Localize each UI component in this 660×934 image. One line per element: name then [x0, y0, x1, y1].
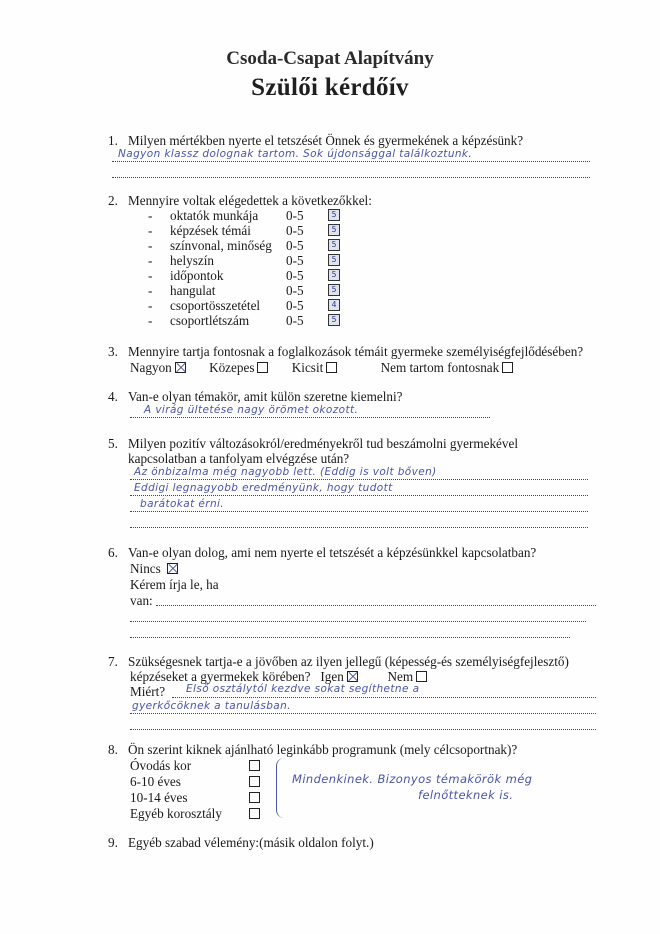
question-8 — [108, 742, 517, 758]
checkbox[interactable] — [249, 792, 260, 803]
question-7 — [108, 654, 569, 670]
answer-line[interactable] — [130, 728, 596, 730]
answer-line[interactable] — [156, 604, 596, 606]
handwritten-brace — [276, 758, 287, 818]
option-igen[interactable]: Igen — [320, 669, 357, 684]
page-title: Szülői kérdőív — [251, 74, 409, 101]
option-nem[interactable]: Nem — [388, 669, 428, 684]
rating-box[interactable]: 5 — [328, 239, 340, 251]
question-number: 9. — [108, 835, 118, 850]
checkbox-checked[interactable] — [347, 671, 358, 682]
question-number: 5. — [108, 436, 118, 451]
question-number: 2. — [108, 193, 118, 208]
handwritten-answer-5-line2: Eddigi legnagyobb eredményünk, hogy tudott — [134, 482, 393, 494]
question-3 — [108, 344, 583, 360]
organization-name: Csoda-Csapat Alapítvány — [226, 48, 434, 69]
answer-line[interactable] — [112, 176, 590, 178]
answer-line[interactable] — [130, 494, 588, 496]
answer-line[interactable] — [130, 478, 588, 480]
question-4 — [108, 389, 402, 405]
question-text: Mennyire voltak elégedettek a következőkkel: — [128, 193, 372, 208]
handwritten-answer-8-line2: felnőtteknek is. — [418, 788, 514, 802]
option-6-10[interactable]: 6-10 éves — [130, 774, 181, 789]
checkbox[interactable] — [249, 776, 260, 787]
checkbox[interactable] — [249, 808, 260, 819]
option-kozepes[interactable]: Közepes — [209, 360, 268, 375]
describe-label: Kérem írja le, ha — [130, 577, 219, 592]
answer-line[interactable] — [130, 620, 586, 622]
answer-line[interactable] — [130, 526, 588, 528]
handwritten-answer-8-line1: Mindenkinek. Bizonyos témakörök még — [292, 772, 533, 786]
checkbox-checked[interactable] — [175, 362, 186, 373]
option-nem-fontos[interactable]: Nem tartom fontosnak — [381, 360, 514, 375]
option-10-14[interactable]: 10-14 éves — [130, 790, 188, 805]
answer-line[interactable] — [172, 696, 596, 698]
question-text: Mennyire tartja fontosnak a foglalkozások témáit gyermeke személyiségfejlődésében? — [128, 344, 584, 359]
option-kicsit[interactable]: Kicsit — [292, 360, 338, 375]
answer-line[interactable] — [112, 160, 590, 162]
rating-box[interactable]: 5 — [328, 254, 340, 266]
question-number: 4. — [108, 389, 118, 404]
question-text: Milyen pozitív változásokról/eredményekről tud beszámolni gyermekével — [128, 436, 519, 451]
question-text: Van-e olyan dolog, ami nem nyerte el tetszését a képzésünkkel kapcsolatban? — [128, 545, 537, 560]
checkbox[interactable] — [249, 760, 260, 771]
van-label: van: — [130, 593, 153, 608]
question-number: 7. — [108, 654, 118, 669]
question-text: Szükségesnek tartja-e a jövőben az ilyen jellegű (képesség-és személyiségfejlesztő) — [128, 654, 569, 669]
checkbox-checked[interactable] — [167, 563, 178, 574]
option-egyeb[interactable]: Egyéb korosztály — [130, 806, 222, 821]
answer-line[interactable] — [130, 636, 570, 638]
handwritten-answer-1: Nagyon klassz dolognak tartom. Sok újdonsággal találkoztunk. — [118, 148, 473, 160]
rating-box[interactable]: 5 — [328, 209, 340, 221]
checkbox[interactable] — [416, 671, 427, 682]
answer-line[interactable] — [130, 416, 490, 418]
question-number: 6. — [108, 545, 118, 560]
question-1 — [108, 133, 523, 149]
rating-box[interactable]: 5 — [328, 314, 340, 326]
rating-box[interactable]: 5 — [328, 269, 340, 281]
answer-line[interactable] — [130, 510, 588, 512]
handwritten-answer-7-line1: Első osztálytól kezdve sokat segíthetne a — [186, 683, 420, 695]
checkbox[interactable] — [326, 362, 337, 373]
question-text-continued: kapcsolatban a tanfolyam elvégzése után? — [128, 451, 350, 466]
question-2 — [108, 193, 372, 209]
checkbox[interactable] — [257, 362, 268, 373]
option-nagyon[interactable]: Nagyon — [130, 360, 186, 375]
question-number: 8. — [108, 742, 118, 757]
handwritten-answer-5-line1: Az önbizalma még nagyobb lett. (Eddig is volt bőven) — [134, 466, 437, 478]
checkbox[interactable] — [502, 362, 513, 373]
question-number: 1. — [108, 133, 118, 148]
question-9 — [108, 835, 374, 851]
question-text: Van-e olyan témakör, amit külön szeretne kiemelni? — [128, 389, 403, 404]
rating-box[interactable]: 5 — [328, 284, 340, 296]
option-nincs[interactable]: Nincs — [130, 561, 178, 577]
importance-options — [130, 360, 533, 376]
answer-line[interactable] — [130, 712, 596, 714]
handwritten-answer-7-line2: gyerkőcöknek a tanulásban. — [132, 700, 291, 712]
rating-box[interactable]: 5 — [328, 224, 340, 236]
questionnaire-page: Csoda-Csapat Alapítvány Szülői kérdőív 1. Milyen mértékben nyerte el tetszését Önnek és gyermekének a képzésünk? Nagyon klassz dolognak tartom. Sok újdonsággal találkoztunk. 2. Mennyire voltak elégedettek a következőkkel: - oktatók munkája 0-5 5 - képzések témái 0-5 5 - színvonal, minőség 0-5 5 - helyszín 0-5 5 - időpontok 0-5 5 - hangulat 0-5 5 - csoportösszetétel 0-5 4 - csoportlétszám 0-5 5 3. Mennyire tartja fontosnak a foglalkozások témáit gyermeke személyiségfejlődésében? Nagyon Közepes Kicsit Nem tartom fontosnak 4. Van-e olyan témakör, amit külön szeretne kiemelni? A virág ültetése nagy örömet okozott. 5. Milyen pozitív változásokról/eredményekről tud beszámolni gyermekével kapcsolatban a tanfolyam elvégzése után? Az önbizalma még nagyobb lett. (Eddig is volt bőven) Eddigi legnagyobb eredményünk, hogy tudott barátokat érni. 6. Van-e olyan dolog, ami nem nyerte el tetszését a képzésünkkel kapcsolatban? Nincs Kérem írja le, ha van: 7. Szükségesnek tartja-e a jövőben az ilyen jellegű (képesség-és személyiségfejlesztő) képzéseket a gyermekek körében? Igen Nem Miért? Első osztálytól kezdve sokat segíthetne a gyerkőcöknek a tanulásban. 8. Ön szerint kiknek ajánlható leginkább programunk (mely célcsoportnak)? Óvodás kor 6-10 éves 10-14 éves Egyéb korosztály Mindenkinek. Bizonyos témakörök még felnőtteknek is. 9. Egyéb szabad vélemény:(másik oldalon folyt.) — [0, 0, 660, 934]
question-text: Milyen mértékben nyerte el tetszését Önnek és gyermekének a képzésünk? — [128, 133, 524, 148]
question-text: Ön szerint kiknek ajánlható leginkább programunk (mely célcsoportnak)? — [128, 742, 518, 757]
why-label: Miért? — [130, 684, 166, 699]
handwritten-answer-4: A virág ültetése nagy örömet okozott. — [144, 404, 359, 416]
question-text: Egyéb szabad vélemény:(másik oldalon folyt.) — [128, 835, 374, 850]
rating-box[interactable]: 4 — [328, 299, 340, 311]
option-ovodas[interactable]: Óvodás kor — [130, 758, 192, 773]
question-7-line2: képzéseket a gyermekek körében? Igen Nem — [130, 669, 427, 685]
question-6 — [108, 545, 536, 561]
question-number: 3. — [108, 344, 118, 359]
handwritten-answer-5-line3: barátokat érni. — [140, 498, 225, 510]
question-5 — [108, 436, 518, 452]
